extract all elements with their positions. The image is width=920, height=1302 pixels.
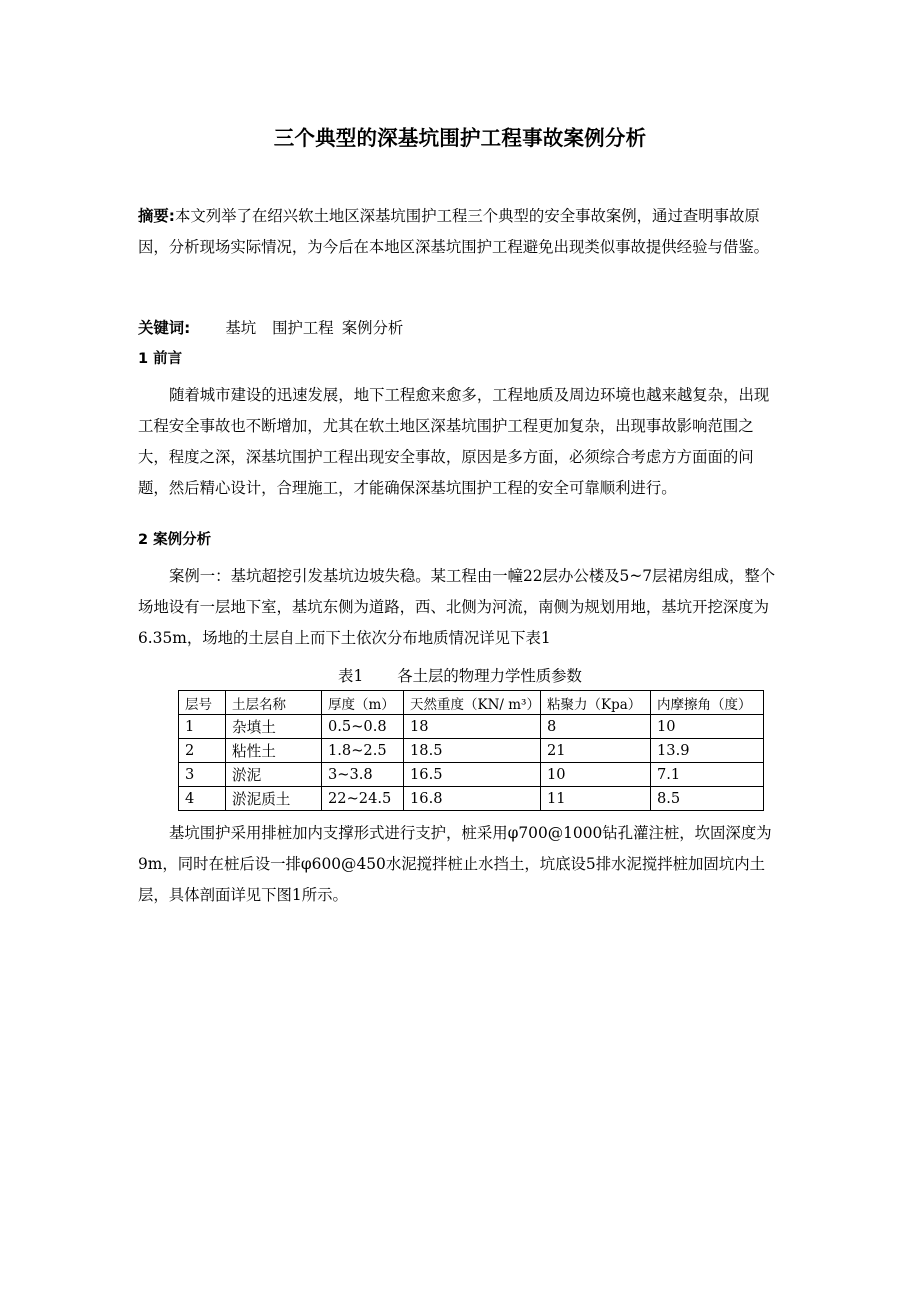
- section-1-paragraph: 随着城市建设的迅速发展，地下工程愈来愈多，工程地质及周边环境也越来越复杂，出现工程安全事故也不断增加，尤其在软土地区深基坑围护工程更加复杂，出现事故影响范围之大，程度之深，深基坑围护工程出现安全事故，原因是多方面，必须综合考虑方方面面的问题，然后精心设计，合理施工，才能确保深基坑围护工程的安全可靠顺利进行。: [138, 386, 770, 497]
- table-row: [179, 715, 764, 739]
- keyword-item: 基坑: [225, 319, 257, 337]
- table-cell: 8: [541, 715, 651, 739]
- keywords: [138, 313, 403, 344]
- table-cell: 10: [651, 715, 764, 739]
- table-caption: [0, 665, 920, 687]
- table-cell: 18: [404, 715, 541, 739]
- table-cell: 杂填土: [226, 715, 322, 739]
- abstract-label: 摘要:: [138, 207, 175, 225]
- table-caption-label: 表1: [338, 667, 364, 685]
- soil-properties-table: [178, 690, 764, 811]
- table-header-cell: 层号: [179, 691, 226, 715]
- section-1-heading: 1 前言: [138, 351, 183, 367]
- table-cell: 16.5: [404, 763, 541, 787]
- keyword-item: 围护工程: [272, 319, 334, 337]
- keywords-label: 关键词:: [138, 319, 191, 337]
- table-row: [179, 763, 764, 787]
- document-title: 三个典型的深基坑围护工程事故案例分析: [273, 126, 647, 150]
- table-cell: 8.5: [651, 787, 764, 811]
- table-row: [179, 787, 764, 811]
- table-cell: 0.5~0.8: [322, 715, 404, 739]
- table-header-cell: 厚度（m）: [322, 691, 404, 715]
- table-cell: 13.9: [651, 739, 764, 763]
- table-cell: 3: [179, 763, 226, 787]
- table-cell: 淤泥质土: [226, 787, 322, 811]
- table-cell: 1.8~2.5: [322, 739, 404, 763]
- table-cell: 11: [541, 787, 651, 811]
- table-header-cell: 天然重度（KN/ m³）: [404, 691, 541, 715]
- table-header-cell: 内摩擦角（度）: [651, 691, 764, 715]
- table-cell: 4: [179, 787, 226, 811]
- table-cell: 2: [179, 739, 226, 763]
- table-row: [179, 739, 764, 763]
- abstract-text: 本文列举了在绍兴软土地区深基坑围护工程三个典型的安全事故案例，通过查明事故原因，分析现场实际情况，为今后在本地区深基坑围护工程避免出现类似事故提供经验与借鉴。: [138, 207, 770, 256]
- keyword-item: 案例分析: [341, 319, 404, 337]
- table-cell: 7.1: [651, 763, 764, 787]
- table-cell: 18.5: [404, 739, 541, 763]
- table-cell: 3~3.8: [322, 763, 404, 787]
- case-one-paragraph: 案例一：基坑超挖引发基坑边坡失稳。某工程由一幢22层办公楼及5~7层裙房组成，整个场地设有一层地下室，基坑东侧为道路，西、北侧为河流，南侧为规划用地，基坑开挖深度为6.35m，场地的土层自上而下土依次分布地质情况详见下表1: [138, 567, 776, 647]
- support-scheme-paragraph: 基坑围护采用排桩加内支撑形式进行支护，桩采用φ700@1000钻孔灌注桩，坎固深度为9m，同时在桩后设一排φ600@450水泥搅拌桩止水挡土，坑底设5排水泥搅拌桩加固坑内土层，具体剖面详见下图1所示。: [138, 824, 772, 904]
- table-caption-title: 各土层的物理力学性质参数: [397, 667, 582, 685]
- table-cell: 22~24.5: [322, 787, 404, 811]
- table-header-cell: 土层名称: [226, 691, 322, 715]
- abstract: [138, 201, 778, 263]
- table-cell: 16.8: [404, 787, 541, 811]
- table-header-cell: 粘聚力（Kpa）: [541, 691, 651, 715]
- table-cell: 1: [179, 715, 226, 739]
- section-2-heading: 2 案例分析: [138, 532, 212, 548]
- table-cell: 21: [541, 739, 651, 763]
- table-cell: 淤泥: [226, 763, 322, 787]
- table-cell: 10: [541, 763, 651, 787]
- table-cell: 粘性土: [226, 739, 322, 763]
- table-header-row: [179, 691, 764, 715]
